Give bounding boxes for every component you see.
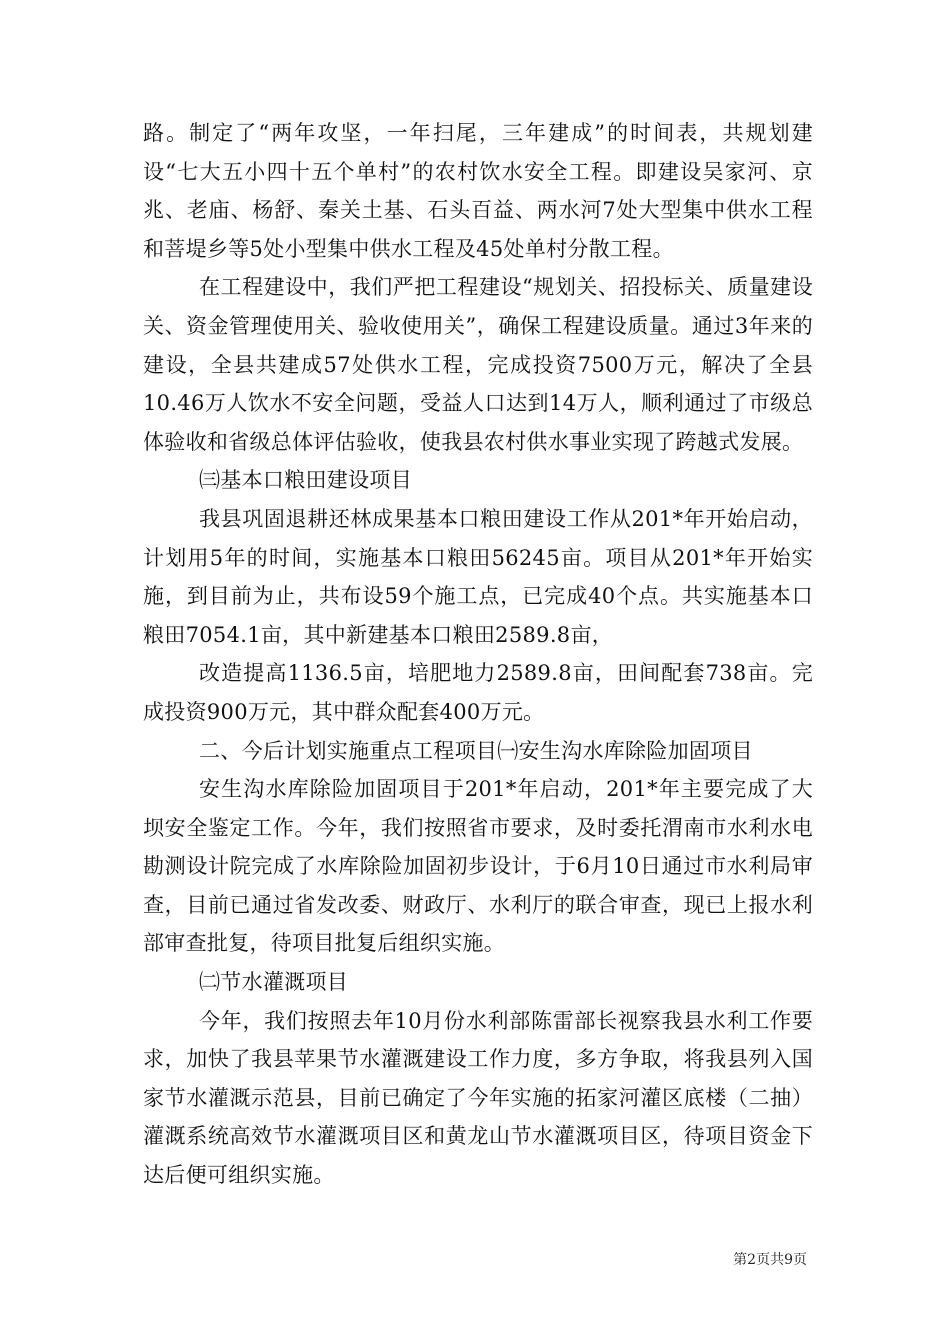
page-number: 第2页共9页 — [733, 1252, 807, 1268]
section-heading-8: ㈡节水灌溉项目 — [199, 970, 349, 995]
paragraph-2: 在工程建设中，我们严把工程建设“规划关、招投标关、质量建设关、资金管理使用关、验收使用关”，确保工程建设质量。通过3年来的建设，全县共建成57处供水工程，完成投资7500万元，解决了全县10.46万人饮水不安全问题，受益人口达到14万人，顺利通过了市级总体验收和省级总体评估验收，使我县农村供水事业实现了跨越式发展。 — [143, 275, 813, 454]
section-heading-6: 二、今后计划实施重点工程项目㈠安生沟水库除险加固项目 — [199, 738, 753, 763]
paragraph-7: 安生沟水库除险加固项目于201*年启动，201*年主要完成了大坝安全鉴定工作。今年，我们按照省市要求，及时委托渭南市水利水电勘测设计院完成了水库除险加固初步设计，于6月10日通过市水利局审查，目前已通过省发改委、财政厅、水利厅的联合审查，现已上报水利部审查批复，待项目批复后组织实施。 — [143, 777, 813, 956]
document-body — [143, 114, 813, 1195]
paragraph-4: 我县巩固退耕还林成果基本口粮田建设工作从201*年开始启动，计划用5年的时间，实施基本口粮田56245亩。项目从201*年开始实施，到目前为止，共布设59个施工点，已完成40个点。共实施基本口粮田7054.1亩，其中新建基本口粮田2589.8亩， — [143, 506, 813, 647]
paragraph-1: 路。制定了“两年攻坚，一年扫尾，三年建成”的时间表，共规划建设“七大五小四十五个单村”的农村饮水安全工程。即建设吴家河、京兆、老庙、杨舒、秦关土基、石头百益、两水河7处大型集中供水工程和菩堤乡等5处小型集中供水工程及45处单村分散工程。 — [143, 121, 813, 261]
section-heading-3: ㈢基本口粮田建设项目 — [199, 468, 412, 493]
paragraph-5: 改造提高1136.5亩，培肥地力2589.8亩，田间配套738亩。完成投资900万元，其中群众配套400万元。 — [143, 661, 813, 724]
paragraph-9: 今年，我们按照去年10月份水利部陈雷部长视察我县水利工作要求，加快了我县苹果节水灌溉建设工作力度，多方争取，将我县列入国家节水灌溉示范县，目前已确定了今年实施的拓家河灌区底楼（二抽）灌溉系统高效节水灌溉项目区和黄龙山节水灌溉项目区，待项目资金下达后便可组织实施。 — [143, 1008, 813, 1188]
